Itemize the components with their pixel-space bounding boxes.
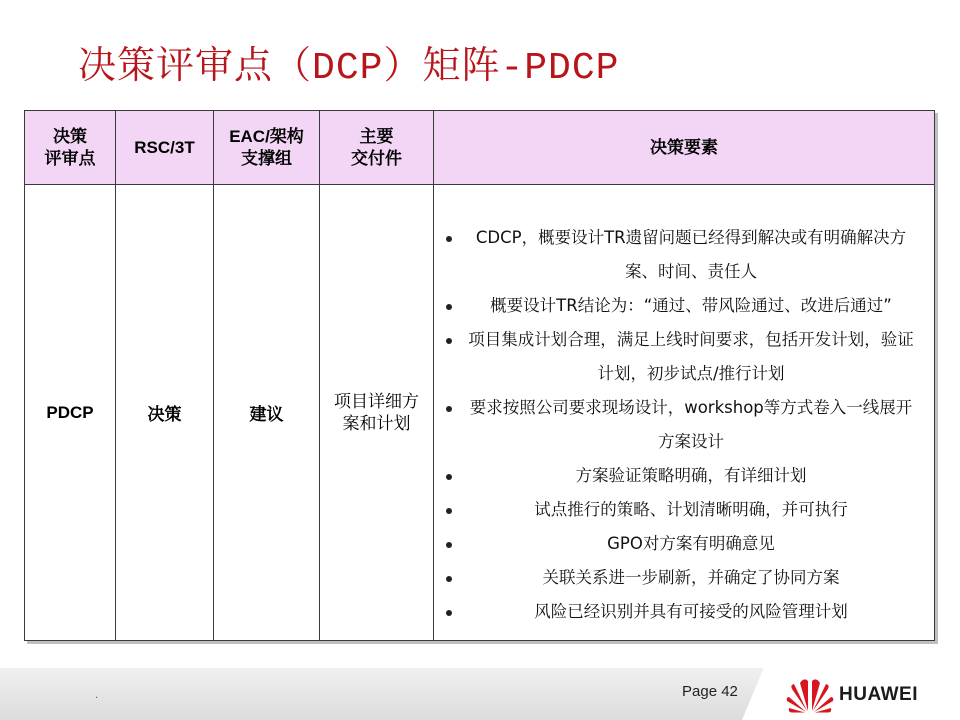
title-middle: ）矩阵 xyxy=(383,43,501,87)
header-dcp: 决策 评审点 xyxy=(25,111,116,185)
page-number: Page 42 xyxy=(682,683,738,700)
list-item: 要求按照公司要求现场设计，workshop等方式卷入一线展开方案设计 xyxy=(444,391,920,459)
cell-eac: 建议 xyxy=(214,185,320,641)
huawei-logo-icon xyxy=(786,675,834,713)
list-item: 概要设计TR结论为：“通过、带风险通过、改进后通过” xyxy=(444,289,920,323)
cell-decision-factors xyxy=(434,185,935,641)
list-item: 关联关系进一步刷新，并确定了协同方案 xyxy=(444,561,920,595)
list-item: 风险已经识别并具有可接受的风险管理计划 xyxy=(444,595,920,629)
brand-name: HUAWEI xyxy=(839,684,918,705)
header-eac: EAC/架构 支撑组 xyxy=(214,111,320,185)
cell-rsc: 决策 xyxy=(116,185,214,641)
header-deliverables: 主要 交付件 xyxy=(320,111,434,185)
table-header-row xyxy=(25,111,935,185)
list-item: GPO对方案有明确意见 xyxy=(444,527,920,561)
list-item: CDCP，概要设计TR遗留问题已经得到解决或有明确解决方案、时间、责任人 xyxy=(444,221,920,289)
cell-dcp: PDCP xyxy=(25,185,116,641)
footer-dot: . xyxy=(95,690,99,701)
title-latin: DCP xyxy=(312,47,384,90)
title-prefix: 决策评审点（ xyxy=(78,43,313,87)
header-decision-factors: 决策要素 xyxy=(434,111,935,185)
page-title xyxy=(78,34,619,90)
list-item: 方案验证策略明确，有详细计划 xyxy=(444,459,920,493)
factor-list xyxy=(434,196,934,629)
header-rsc: RSC/3T xyxy=(116,111,214,185)
table-row xyxy=(25,185,935,641)
list-item: 项目集成计划合理，满足上线时间要求，包括开发计划，验证计划，初步试点/推行计划 xyxy=(444,323,920,391)
list-item: 试点推行的策略、计划清晰明确，并可执行 xyxy=(444,493,920,527)
cell-deliverable: 项目详细方案和计划 xyxy=(320,185,434,641)
dcp-matrix-table xyxy=(24,110,935,641)
title-suffix: -PDCP xyxy=(500,47,620,90)
